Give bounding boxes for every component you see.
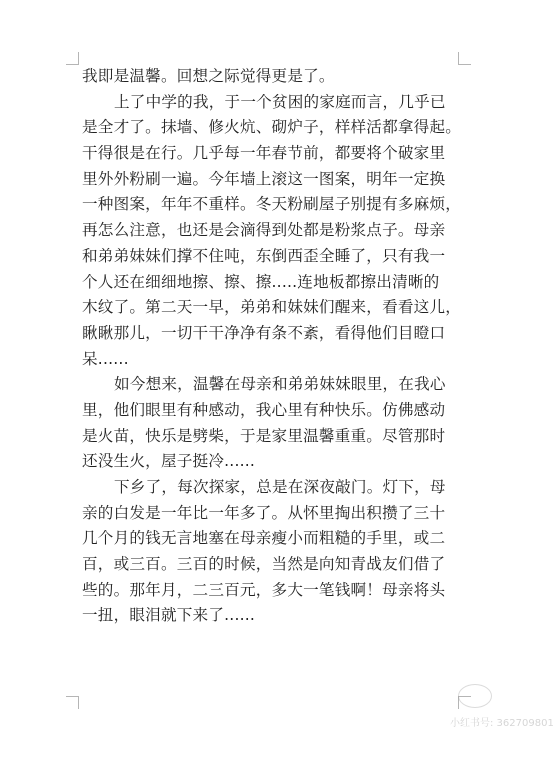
watermark-logo-icon [458, 684, 492, 708]
text-line: 里外外粉刷一遍。今年墙上滚这一图案，明年一定换 [82, 169, 446, 188]
text-line: 是全才了。抹墙、修火炕、砌炉子，样样活都拿得起。 [82, 118, 462, 137]
text-line: 还没生火，屋子挺冷...... [82, 452, 256, 471]
text-line: 呆...... [82, 349, 129, 368]
watermark [450, 684, 554, 734]
text-line: 一扭，眼泪就下来了...... [82, 606, 256, 625]
text-line: 个人还在细细地擦、擦、擦.....连地板都擦出清晰的 [82, 272, 440, 291]
margin-marker-top-left [66, 52, 79, 65]
text-line: 干得很是在行。几乎每一年春节前，都要将个破家里 [82, 144, 446, 163]
paragraph-start-line: 上了中学的我，于一个贫困的家庭而言，几乎已 [114, 92, 446, 111]
text-line: 百，或三百。三百的时候，当然是向知青战友们借了 [82, 555, 446, 574]
text-line: 亲的白发是一年比一年多了。从怀里掏出积攒了三十 [82, 503, 446, 522]
text-line: 木纹了。第二天一早，弟弟和妹妹们醒来，看看这儿， [82, 298, 462, 317]
text-line: 再怎么注意，也还是会滴得到处都是粉浆点子。母亲 [82, 221, 446, 240]
document-text [82, 64, 464, 629]
margin-marker-bottom-left [66, 696, 79, 709]
text-line: 一种图案，年年不重样。冬天粉刷屋子别提有多麻烦， [82, 195, 462, 214]
text-line: 些的。那年月，二三百元，多大一笔钱啊！母亲将头 [82, 580, 446, 599]
watermark-text: 小红书号: 362709801 [450, 718, 554, 729]
text-line: 是火苗，快乐是劈柴，于是家里温馨重重。尽管那时 [82, 426, 446, 445]
paragraph-start-line: 下乡了，每次探家，总是在深夜敲门。灯下，母 [114, 478, 446, 496]
paragraph-start-line: 如今想来，温馨在母亲和弟弟妹妹眼里，在我心 [114, 375, 446, 394]
text-line: 瞅瞅那儿，一切干干净净有条不紊，看得他们目瞪口 [82, 323, 446, 342]
text-line: 里，他们眼里有种感动，我心里有种快乐。仿佛感动 [82, 400, 446, 419]
text-line: 我即是温馨。回想之际觉得更是了。 [82, 67, 335, 85]
text-line: 和弟弟妹妹们撑不住吨，东倒西歪全睡了，只有我一 [82, 246, 446, 265]
text-line: 几个月的钱无言地塞在母亲瘦小而粗糙的手里，或二 [82, 529, 446, 548]
